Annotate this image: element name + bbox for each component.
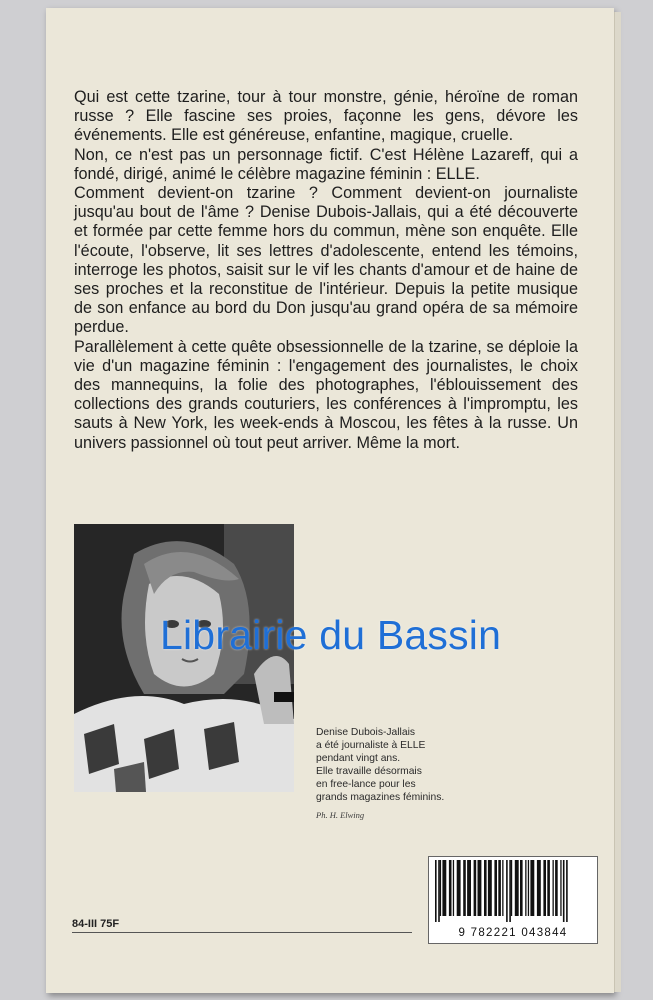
barcode-bar: [453, 860, 454, 916]
book-page-edge: [614, 12, 621, 992]
blurb-paragraph: Parallèlement à cette quête obsessionnelle de la tzarine, se déploie la vie d'un magazine féminin : l'engagement des journalistes, le choix des mannequins, la folie des photographes, l'éblouissement des collections des grands couturiers, les conférences à l'impromptu, les sauts à New York, les week-ends à Moscou, les fêtes à la russe. Un univers passionnel où tout peut arriver. Même la mort.: [74, 337, 578, 452]
barcode-bar: [515, 860, 519, 916]
barcode-bar: [560, 860, 561, 916]
caption-line: Elle travaille désormais: [316, 766, 422, 777]
author-caption: [316, 726, 516, 804]
caption-line: en free-lance pour les: [316, 779, 416, 790]
barcode-bar: [494, 860, 497, 916]
barcode-bar: [449, 860, 452, 916]
barcode-bar: [528, 860, 529, 916]
blurb-paragraph: Qui est cette tzarine, tour à tour monstre, génie, héroïne de roman russe ? Elle fascine ses proies, façonne les gens, dévore les événements. Elle est généreuse, enfantine, magique, cruelle.: [74, 88, 578, 145]
barcode-bar: [563, 860, 565, 922]
barcode-bar: [525, 860, 526, 916]
barcode-bar: [553, 860, 554, 916]
caption-line: a été journaliste à ELLE: [316, 740, 426, 751]
barcode-bar: [498, 860, 501, 916]
barcode-bar: [440, 860, 441, 916]
barcode-bar: [506, 860, 508, 922]
barcode-bar: [511, 860, 512, 916]
barcode-bar: [457, 860, 461, 916]
barcode-bar: [442, 860, 446, 916]
barcode-bar: [484, 860, 487, 916]
price-code: 84-III 75F: [72, 918, 120, 930]
barcode-bar: [543, 860, 546, 916]
barcode-bar: [530, 860, 534, 916]
barcode-bar: [467, 860, 471, 916]
barcode-bar: [502, 860, 503, 916]
barcode: [428, 856, 598, 944]
blurb-text: [74, 88, 578, 453]
caption-line: pendant vingt ans.: [316, 753, 401, 764]
barcode-bar: [474, 860, 477, 916]
barcode-bar: [566, 860, 568, 922]
blurb-paragraph: Non, ce n'est pas un personnage fictif. C'est Hélène Lazareff, qui a fondé, dirigé, animé le célèbre magazine féminin : ELLE.: [74, 145, 578, 183]
caption-line: Denise Dubois-Jallais: [316, 727, 416, 738]
barcode-bar: [488, 860, 492, 916]
bottom-divider: [72, 932, 412, 933]
barcode-bar: [547, 860, 550, 916]
photo-credit: Ph. H. Elwing: [316, 810, 365, 820]
barcode-bars: [433, 860, 593, 922]
barcode-bar: [463, 860, 466, 916]
blurb-paragraph: Comment devient-on tzarine ? Comment devient-on journaliste jusqu'au bout de l'âme ? Denise Dubois-Jallais, qui a été découverte et formée par cette femme hors du commun, mène son enquête. Elle l'écoute, l'observe, lit ses lettres d'adolescente, entend les témoins, interroge les photos, saisit sur le vif les chants d'amour et de haine de ses proches et la reconstitue de l'intérieur. Depuis la petite musique de son enfance au bord du Don jusqu'au grand opéra de sa mémoire perdue.: [74, 184, 578, 337]
barcode-bar: [555, 860, 558, 916]
barcode-bar: [537, 860, 541, 916]
caption-line: grands magazines féminins.: [316, 792, 445, 803]
isbn-number: 9 782221 043844: [458, 927, 568, 939]
barcode-bar: [520, 860, 523, 916]
barcode-bar: [509, 860, 511, 922]
barcode-bar: [438, 860, 440, 922]
watermark-text: Librairie du Bassin: [160, 612, 502, 658]
barcode-bar: [478, 860, 482, 916]
barcode-bar: [435, 860, 437, 922]
